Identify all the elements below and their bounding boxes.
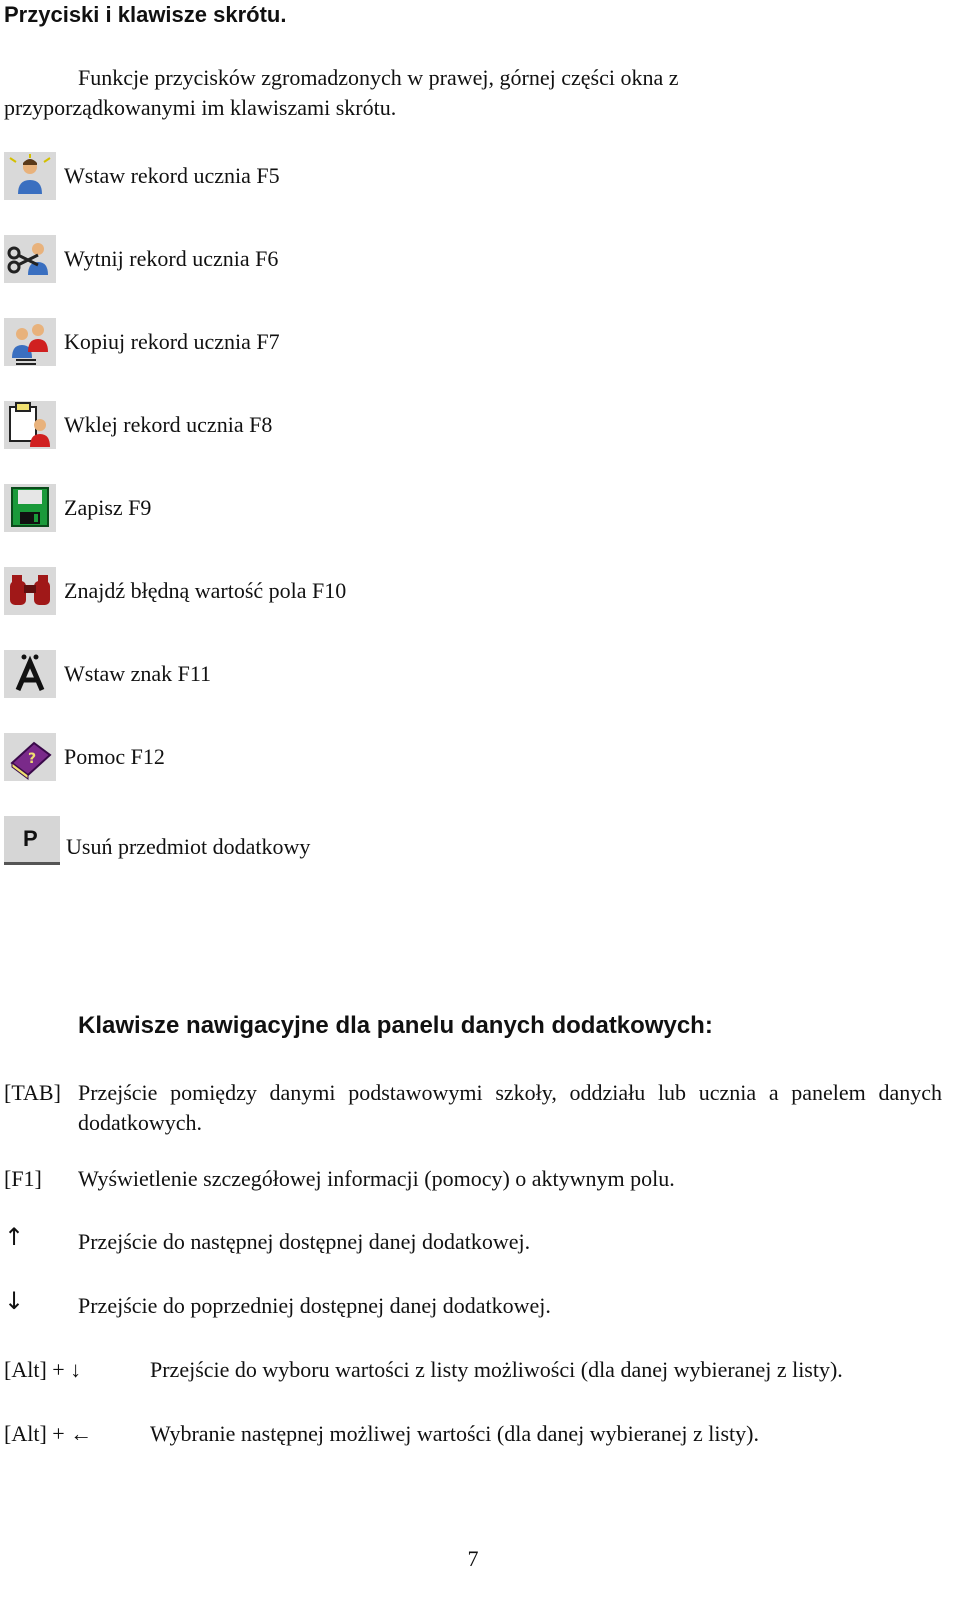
page-number: 7 [467,1546,479,1571]
p-button-text: P [23,825,38,851]
key-description: Przejście do następnej dostępnej danej dodatkowej. [78,1229,531,1254]
page-title: Przyciski i klawisze skrótu. [4,2,287,27]
button-row-save [4,482,151,534]
key-description: Przejście do wyboru wartości z listy możliwości (dla danej wybieranej z listy). [150,1357,843,1382]
button-label: Usuń przedmiot dodatkowy [66,834,311,859]
button-row-copy [4,316,280,368]
button-label: Zapisz F9 [64,495,152,520]
key-description: Przejście pomiędzy danymi podstawowymi szkoły, oddziału lub ucznia a panelem danych dodatkowych. [78,1080,942,1135]
key-description: Wyświetlenie szczegółowej informacji (pomocy) o aktywnym polu. [78,1166,675,1191]
insert-character-icon[interactable] [4,650,56,698]
button-row-remove-subject [4,814,310,866]
p-button[interactable] [4,816,60,865]
cut-student-icon[interactable] [4,235,56,283]
insert-student-icon[interactable] [4,152,56,200]
floppy-disk-icon[interactable] [4,484,56,532]
button-row-char [4,648,211,700]
intro-line-1: Funkcje przycisków zgromadzonych w prawej, górnej części okna z [78,65,679,90]
paste-student-icon[interactable] [4,401,56,449]
button-row-insert [4,150,280,202]
button-label: Wklej rekord ucznia F8 [64,412,273,437]
button-row-cut [4,233,278,285]
button-row-find [4,565,346,617]
button-label: Kopiuj rekord ucznia F7 [64,329,280,354]
key-tab: [TAB] [4,1080,61,1105]
key-alt-down: [Alt] + ↓ [4,1357,82,1382]
up-arrow-icon: ↑ [4,1223,25,1251]
intro-paragraph [4,63,956,123]
button-label: Wytnij rekord ucznia F6 [64,246,279,271]
key-description: Przejście do poprzedniej dostępnej danej dodatkowej. [78,1293,551,1318]
help-book-icon[interactable] [4,733,56,781]
button-row-help [4,731,165,783]
down-arrow-icon: ↓ [4,1287,25,1315]
button-label: Pomoc F12 [64,744,165,769]
section-title: Klawisze nawigacyjne dla panelu danych dodatkowych: [78,1012,713,1039]
copy-student-icon[interactable] [4,318,56,366]
key-f1: [F1] [4,1166,42,1191]
button-label: Wstaw znak F11 [64,661,212,686]
svg-text:?: ? [28,751,37,767]
key-description: Wybranie następnej możliwej wartości (dla danej wybieranej z listy). [150,1421,759,1446]
key-alt-left: [Alt] + ← [4,1421,93,1446]
button-label: Znajdź błędną wartość pola F10 [64,578,347,603]
binoculars-icon[interactable] [4,567,56,615]
intro-line-2: przyporządkowanymi im klawiszami skrótu. [4,95,397,120]
button-row-paste [4,399,272,451]
button-label: Wstaw rekord ucznia F5 [64,163,280,188]
